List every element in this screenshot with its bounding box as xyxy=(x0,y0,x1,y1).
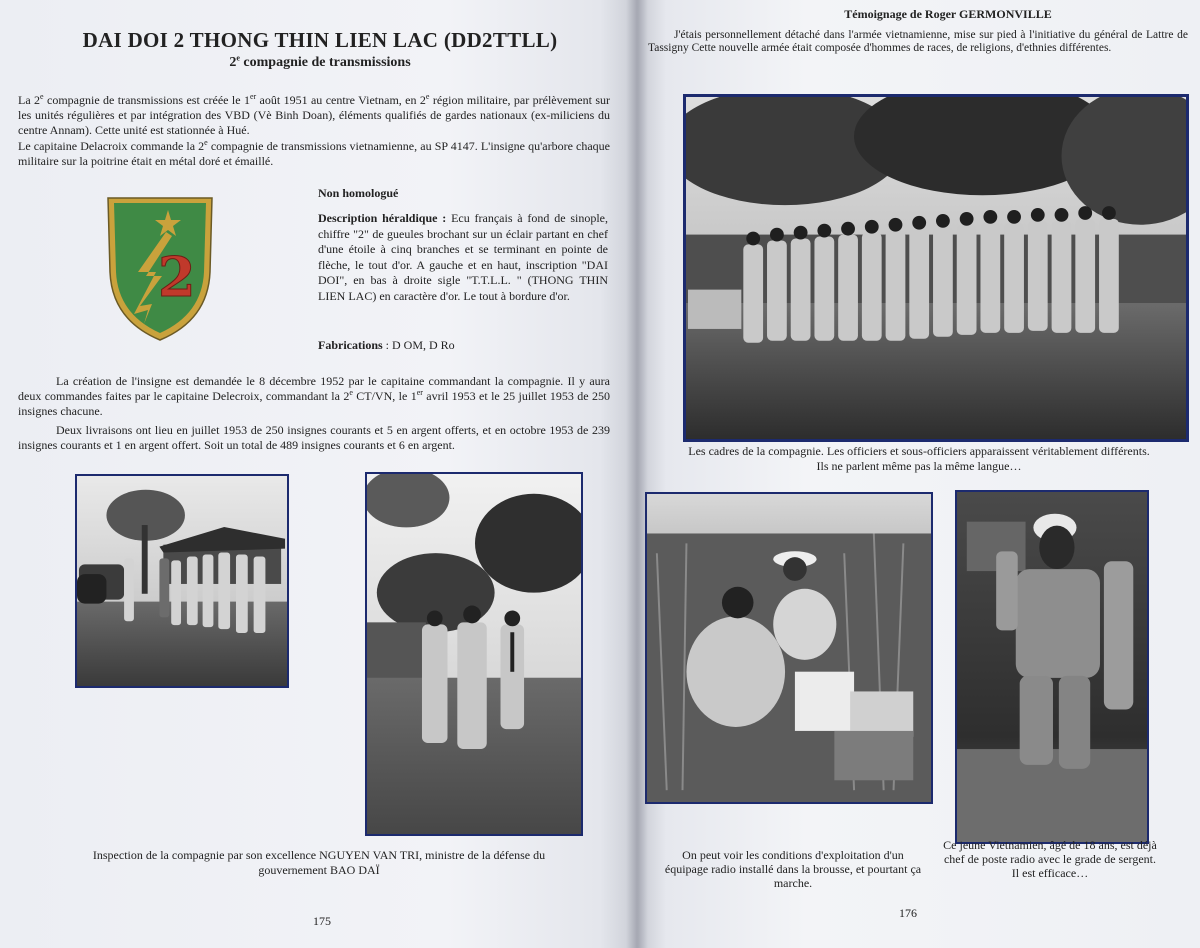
subtitle-sup: e xyxy=(236,53,240,63)
text-run: 1 xyxy=(243,93,250,107)
book-gutter xyxy=(626,0,648,948)
text-sup: e xyxy=(204,138,208,147)
subtitle-number: 2 xyxy=(229,55,237,70)
text-sup: er xyxy=(249,92,257,101)
radio-sergeant-photo xyxy=(955,490,1149,844)
text-sup: er xyxy=(416,388,423,397)
subtitle-text: compagnie de transmissions xyxy=(239,55,411,70)
insignia-shield-icon xyxy=(104,192,216,344)
caption-line: Il est efficace… xyxy=(1011,866,1089,880)
description-label: Description héraldique : xyxy=(318,211,447,225)
text-run: La xyxy=(18,93,35,107)
text-run: compagnie de transmissions est créée le xyxy=(43,93,244,107)
caption-line: Les cadres de la compagnie. Les officiers et sous-officiers apparaissent véritablement différents. xyxy=(688,444,1150,458)
text-run: 2 xyxy=(34,93,41,107)
inspection-photo-2 xyxy=(365,472,583,836)
caption-line: On peut voir les conditions d'exploitation d'un xyxy=(682,848,904,862)
text-run: 2 xyxy=(198,139,205,153)
cadres-caption xyxy=(646,444,1192,474)
description-text: Ecu français à fond de sinople, chiffre "2" de gueules brochant sur un éclair partant en chef d'une étoile à cinq branches et se terminant en pointe de flèche, le tout d'or. A gauche et en haut, inscription "DAI DOI", en bas à droite sigle "T.T.L.L. " (THONG THIN LIEN LAC) en caractère d'or. Le tout à bordure d'or. xyxy=(318,211,608,303)
text-run: 1 xyxy=(410,389,417,403)
radio-crew-photo xyxy=(645,492,933,804)
text-run: 2 xyxy=(419,93,426,107)
text-sup: e xyxy=(40,92,44,101)
creation-paragraph xyxy=(18,374,610,419)
page-number-right: 176 xyxy=(899,906,917,920)
intro-paragraph xyxy=(18,93,610,138)
svg-text:2: 2 xyxy=(158,245,196,309)
fabrications-line xyxy=(318,338,608,353)
inspection-photo-1 xyxy=(75,474,289,688)
fabrications-text: : D OM, D Ro xyxy=(382,338,455,352)
caption-line: gouvernement BAO DAÏ xyxy=(258,863,380,877)
status-label: Non homologué xyxy=(318,186,399,200)
text-run: compagnie de transmissions vietnamienne, au SP 4147. L'insigne qu'arbore chaque militaire sur la poitrine était en métal doré et émaillé. xyxy=(18,139,610,168)
caption-line: équipage radio installé dans la brousse, et pourtant ça xyxy=(664,862,922,876)
caption-line: marche. xyxy=(773,876,813,890)
radio-sergeant-caption xyxy=(934,838,1166,880)
caption-line: Inspection de la compagnie par son excellence NGUYEN VAN TRI, ministre de la défense du xyxy=(92,848,546,862)
heraldic-description xyxy=(318,211,608,304)
inspection-caption xyxy=(45,848,593,878)
right-page xyxy=(638,0,1200,948)
text-sup: e xyxy=(425,92,430,101)
text-run: 2 xyxy=(343,389,350,403)
page-title: DAI DOI 2 THONG THIN LIEN LAC (DD2TTLL) xyxy=(82,28,558,52)
page-subtitle xyxy=(60,55,580,71)
text-run: CT/VN, le xyxy=(352,389,411,403)
fabrications-label: Fabrications xyxy=(318,338,383,352)
caption-line: Ce jeune Vietnamien, âgé de 18 ans, est déjà xyxy=(943,838,1157,852)
radio-crew-caption xyxy=(643,848,943,890)
company-cadres-photo xyxy=(683,94,1189,442)
testimony-paragraph: J'étais personnellement détaché dans l'armée vietnamienne, mise sur pied à l'initiative du général de Lattre de Tassigny Cette nouvelle armée était composée d'hommes de races, de religions, d'ethnies différentes. xyxy=(648,29,1188,54)
text-run: août 1951 au centre Vietnam, en xyxy=(256,93,420,107)
deliveries-paragraph: Deux livraisons ont lieu en juillet 1953 de 250 insignes courants et 5 en argent offerts, et en octobre 1953 de 239 insignes courants et 1 en argent offert. Soit un total de 489 insignes courants et 6 en argent. xyxy=(18,423,610,452)
text-run: région militaire, par prélèvement sur les unités régulières et par intégration des VBD (Vè Binh Doan), éléments qualifiés de gardes nationaux (ex-miliciens du centre Annam). Cette unité est stationnée à Hué. xyxy=(18,93,610,137)
text-run: Le capitaine Delacroix commande la xyxy=(18,139,199,153)
unit-insignia-image xyxy=(104,192,216,344)
text-run: avril 1953 et le 25 juillet 1953 de 250 insignes chacune. xyxy=(18,389,610,418)
testimony-title: Témoignage de Roger GERMONVILLE xyxy=(844,7,1052,21)
commander-paragraph xyxy=(18,139,610,169)
text-sup: e xyxy=(349,388,353,397)
caption-line: chef de poste radio avec le grade de sergent. xyxy=(943,852,1156,866)
caption-line: Ils ne parlent même pas la même langue… xyxy=(816,459,1022,473)
text-run: La création de l'insigne est demandée le 8 décembre 1952 par le capitaine commandant la compagnie. Il y aura deux commandes faites par le capitaine Delecroix, commandant la xyxy=(18,374,610,403)
page-number-left: 175 xyxy=(313,914,331,928)
